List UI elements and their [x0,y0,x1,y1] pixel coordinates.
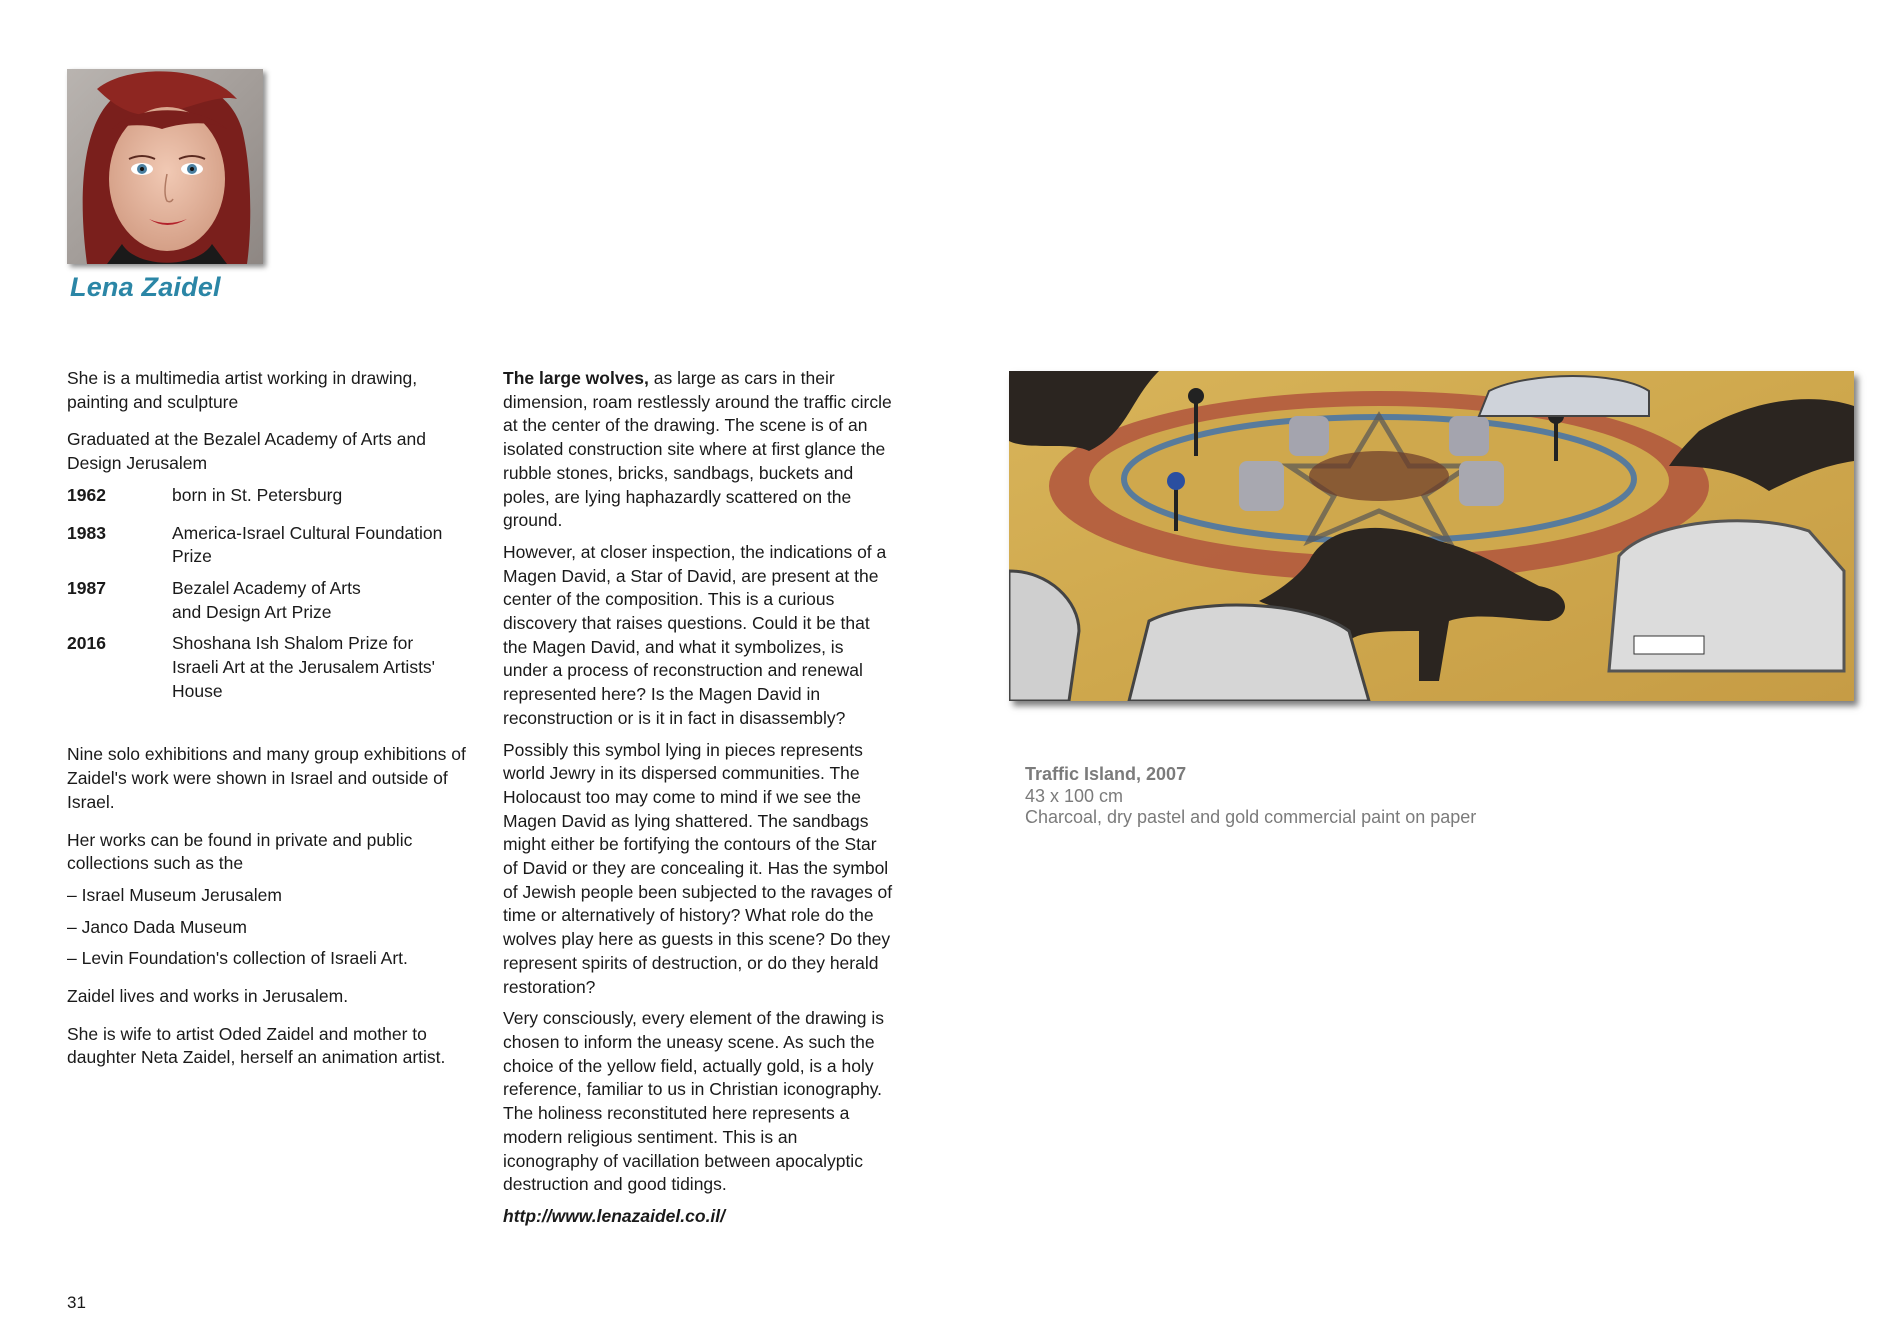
award-row [67,632,467,703]
award-text: America-Israel Cultural Foundation Prize [172,522,443,567]
award-text: Shoshana Ish Shalom Prize for Israeli Art at the Jerusalem Artists' House [172,633,436,701]
award-year: 1962 [67,484,106,505]
artist-name: Lena Zaidel [70,272,221,302]
artist-portrait [67,69,263,264]
bio-intro: She is a multimedia artist working in drawing, painting and sculpture [67,368,418,412]
page-number: 31 [67,1293,86,1312]
award-year: 1983 [67,522,106,543]
bio-family: She is wife to artist Oded Zaidel and mother to daughter Neta Zaidel, herself an animation artist. [67,1023,446,1068]
bio-column [67,367,467,1070]
essay-lead: The large wolves, [503,368,649,388]
essay-paragraph [503,367,893,533]
award-row [67,484,467,508]
award-text: born in St. Petersburg [172,484,343,505]
essay-paragraph: Possibly this symbol lying in pieces represents world Jewry in its dispersed communities. The Holocaust too may come to mind if we see the Magen David as lying shattered. The sandbags might either be fortifying the contours of the Star of David or they are concealing it. Has the symbol of Jewish people been subjected to the ravages of time or alternatively of history? What role do the wolves play here as guests in this scene? Do they represent spirits of destruction, or do they herald restoration? [503,739,893,997]
bio-residence: Zaidel lives and works in Jerusalem. [67,986,349,1007]
award-year: 1987 [67,577,106,598]
artwork-dimensions: 43 x 100 cm [1025,785,1124,806]
artwork-medium: Charcoal, dry pastel and gold commercial paint on paper [1025,807,1477,827]
essay-paragraph: However, at closer inspection, the indications of a Magen David, a Star of David, are present at the center of the composition. This is a curious discovery that raises questions. Could it be that the Magen David, and what it symbolizes, is under a process of reconstruction and renewal represented here? Is the Magen David in reconstruction or is it in fact in disassembly? [503,541,887,728]
artwork-caption [1025,764,1476,829]
collection-item: – Levin Foundation's collection of Israeli Art. [67,948,408,969]
essay-p1: as large as cars in their dimension, roam restlessly around the traffic circle at the center of the drawing. The scene is of an isolated construction site where at first glance the rubble stones, bricks, sandbags, buckets and poles, are lying haphazardly scattered on the ground. [503,368,892,531]
bio-education: Graduated at the Bezalel Academy of Arts and Design Jerusalem [67,429,426,474]
essay-paragraph: Very consciously, every element of the drawing is chosen to inform the uneasy scene. As such the choice of the yellow field, actually gold, is a holy reference, familiar to us in Christian iconography. The holiness reconstituted here represents a modern religious sentiment. This is an iconography of vacillation between apocalyptic destruction and good tidings. [503,1008,884,1195]
collection-item: – Israel Museum Jerusalem [67,884,282,905]
award-year: 2016 [67,633,106,654]
award-row [67,577,467,624]
artwork-title: Traffic Island, 2007 [1025,764,1187,784]
bio-collections-intro: Her works can be found in private and public collections such as the [67,829,413,874]
award-text: Bezalel Academy of Arts and Design Art Prize [172,577,361,622]
essay-column [503,367,893,1229]
collection-item: – Janco Dada Museum [67,916,247,937]
artist-website-link[interactable]: http://www.lenazaidel.co.il/ [503,1205,726,1226]
bio-exhibitions: Nine solo exhibitions and many group exhibitions of Zaidel's work were shown in Israel and outside of Israel. [67,744,466,812]
award-row [67,522,467,569]
artwork-image [1009,371,1854,701]
